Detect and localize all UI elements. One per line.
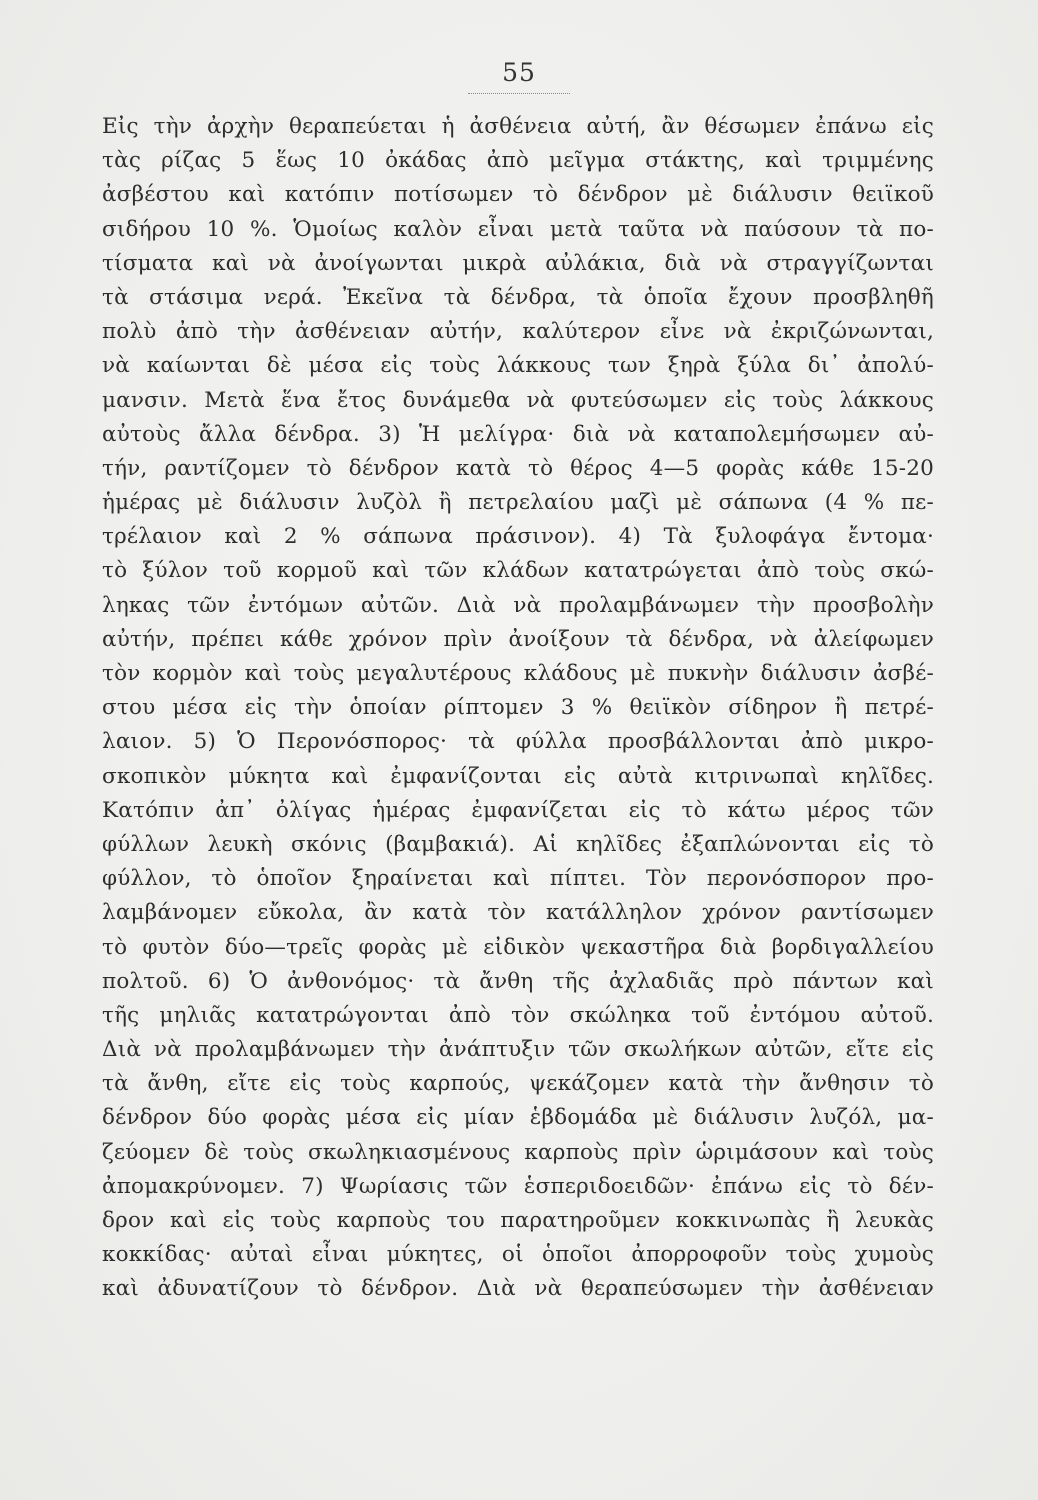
text-line: ἡμέρας μὲ διάλυσιν λυζὸλ ἢ πετρελαίου μαζὶ μὲ σάπωνα (4 % πε- [102,490,934,516]
text-line: δένδρον δύο φορὰς μέσα εἰς μίαν ἑβδομάδα μὲ διάλυσιν λυζόλ, μα- [102,1105,934,1131]
page-number: 55 [502,58,536,87]
text-line: πολτοῦ. 6) Ὁ ἀνθονόμος· τὰ ἄνθη τῆς ἀχλαδιᾶς πρὸ πάντων καὶ [102,968,934,994]
text-line: ληκας τῶν ἐντόμων αὐτῶν. Διὰ νὰ προλαμβάνωμεν τὴν προσβολὴν [102,592,934,618]
text-line: νὰ καίωνται δὲ μέσα εἰς τοὺς λάκκους των ξηρὰ ξύλα δι᾽ ἀπολύ- [102,353,934,379]
text-line: Διὰ νὰ προλαμβάνωμεν τὴν ἀνάπτυξιν τῶν σκωλήκων αὐτῶν, εἴτε εἰς [102,1037,934,1063]
text-line: τρέλαιον καὶ 2 % σάπωνα πράσινον). 4) Τὰ ξυλοφάγα ἔντομα· [102,524,934,550]
text-line: αὐτοὺς ἄλλα δένδρα. 3) Ἡ μελίγρα· διὰ νὰ καταπολεμήσωμεν αὐ- [102,421,934,447]
text-line: τὰ ἄνθη, εἴτε εἰς τοὺς καρπούς, ψεκάζομεν κατὰ τὴν ἄνθησιν τὸ [102,1071,934,1097]
text-line: ἀπομακρύνομεν. 7) Ψωρίασις τῶν ἑσπεριδοειδῶν· ἐπάνω εἰς τὸ δέν- [102,1173,934,1199]
text-line: Εἰς τὴν ἀρχὴν θεραπεύεται ἡ ἀσθένεια αὐτή, ἂν θέσωμεν ἐπάνω εἰς [102,114,934,139]
page-number-rule [468,93,570,94]
text-line: τὸν κορμὸν καὶ τοὺς μεγαλυτέρους κλάδους μὲ πυκνὴν διάλυσιν ἀσβέ- [102,661,934,686]
text-line: τίσματα καὶ νὰ ἀνοίγωνται μικρὰ αὐλάκια, διὰ νὰ στραγγίζωνται [102,250,934,276]
text-line: σιδήρου 10 %. Ὁμοίως καλὸν εἶναι μετὰ ταῦτα νὰ παύσουν τὰ πο- [102,216,934,242]
text-line: λαμβάνομεν εὔκολα, ἂν κατὰ τὸν κατάλληλον χρόνον ραντίσωμεν [102,900,934,926]
text-line: πολὺ ἀπὸ τὴν ἀσθένειαν αὐτήν, καλύτερον εἶνε νὰ ἐκριζώνωνται, [102,319,934,345]
text-line: στου μέσα εἰς τὴν ὁποίαν ρίπτομεν 3 % θειϊκὸν σίδηρον ἢ πετρέ- [102,695,934,721]
body-text [102,110,934,1307]
text-line: τὸ φυτὸν δύο—τρεῖς φορὰς μὲ εἰδικὸν ψεκαστῆρα διὰ βορδιγαλλείου [102,934,934,960]
text-line: Κατόπιν ἀπ᾽ ὀλίγας ἡμέρας ἐμφανίζεται εἰς τὸ κάτω μέρος τῶν [102,797,934,823]
text-line: λαιον. 5) Ὁ Περονόσπορος· τὰ φύλλα προσβάλλονται ἀπὸ μικρο- [102,729,934,755]
text-line: κοκκίδας· αὐταὶ εἶναι μύκητες, οἱ ὁποῖοι ἀπορροφοῦν τοὺς χυμοὺς [102,1242,934,1268]
text-line: σκοπικὸν μύκητα καὶ ἐμφανίζονται εἰς αὐτὰ κιτρινωπαὶ κηλῖδες. [102,763,934,789]
text-line: τὸ ξύλον τοῦ κορμοῦ καὶ τῶν κλάδων κατατρώγεται ἀπὸ τοὺς σκώ- [102,558,934,584]
text-line: δρον καὶ εἰς τοὺς καρποὺς του παρατηροῦμεν κοκκινωπὰς ἢ λευκὰς [102,1208,934,1233]
text-line: αὐτήν, πρέπει κάθε χρόνον πρὶν ἀνοίξουν τὰ δένδρα, νὰ ἀλείφωμεν [102,626,934,652]
text-line: τήν, ραντίζομεν τὸ δένδρον κατὰ τὸ θέρος 4—5 φορὰς κάθε 15-20 [102,455,934,481]
text-line: τὰς ρίζας 5 ἕως 10 ὀκάδας ἀπὸ μεῖγμα στάκτης, καὶ τριμμένης [102,148,934,174]
text-line: ἀσβέστου καὶ κατόπιν ποτίσωμεν τὸ δένδρον μὲ διάλυσιν θειϊκοῦ [102,182,934,208]
text-line: φύλλων λευκὴ σκόνις (βαμβακιά). Αἱ κηλῖδες ἐξαπλώνονται εἰς τὸ [102,831,934,857]
text-line: ζεύομεν δὲ τοὺς σκωληκιασμένους καρποὺς πρὶν ὡριμάσουν καὶ τοὺς [102,1139,934,1165]
text-line: μανσιν. Μετὰ ἕνα ἔτος δυνάμεθα νὰ φυτεύσωμεν εἰς τοὺς λάκκους [102,387,934,413]
text-line: τὰ στάσιμα νερά. Ἐκεῖνα τὰ δένδρα, τὰ ὁποῖα ἔχουν προσβληθῆ [102,284,934,310]
text-line: καὶ ἀδυνατίζουν τὸ δένδρον. Διὰ νὰ θεραπεύσωμεν τὴν ἀσθένειαν [102,1276,934,1302]
text-line: φύλλον, τὸ ὁποῖον ξηραίνεται καὶ πίπτει. Τὸν περονόσπορον προ- [102,866,934,892]
text-line: τῆς μηλιᾶς κατατρώγονται ἀπὸ τὸν σκώληκα τοῦ ἐντόμου αὐτοῦ. [102,1002,934,1028]
